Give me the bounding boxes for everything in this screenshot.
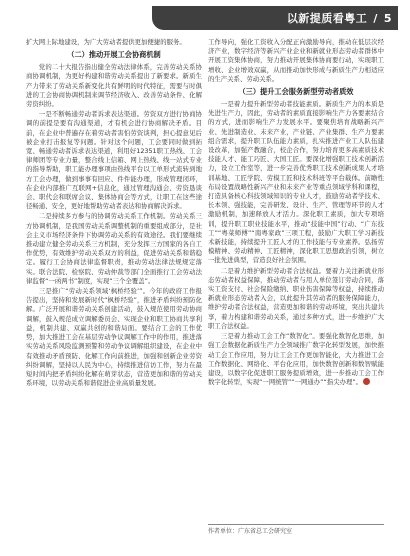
section-heading: （三）提升工会服务新型劳动者质效 [238,87,354,97]
paragraph [208,332,384,387]
paragraph-text: 三是着力推动工会工作“数智化”。要强化数智化思维，加强工会数据化新质生产力全领域推广数字化转型发展，加快推动工会工作应用，努力让工会工作更加智能化，大力推进工会工作数据化、网络化、平台化应用，加快数智创新和数智赋能建设，以数字化促进职工服务提质增效，进一步推动工会工作数字化转型，实现“一网统管”“一网通办”“指尖办理”。 [208,332,384,387]
end-mark-icon [363,378,370,385]
paragraph: 扩大网上际地建设，为广大劳动者提供更加便捷的服务。 [26,38,186,46]
right-column [208,38,384,388]
paragraph: 一是着力提升新型劳动者技能素质。新质生产力的本质是先进生产力，因此，劳动者的素质直接影响生产力各要素结合的方式，进而影响生产力发展水平。要聚焦培育战略新兴产业、先进制造业、未来产业，产业链、产业集群、生产力要素组合需求，提升职工队伍能力素质，扎实推进产业工人队伍建设改革，加强产教融合，校企合作，努力培育更多高素质技术技能人才、能工巧匠、大国工匠。要深化增强职工技术创新活力，设立工作室等，进一步完善优秀职工技术创新成果人才培训基地、工匠学院、劳模工匠和技术科班等平台载体。前瞻性布局设置战略性新兴产业和未来产业等重点领域学科和课程，打造具备核心科技领域知识的专业人才，鼓励劳动者学技术、长本领、强技能，完善研发、设计、生产、管理等环节的人才激励机制，加速释放人才活力。深化职工素质，加大专项培训，提升职工职业技能水平，推动“技能中国”行动、“广东技工”“粤菜师傅”“南粤家政”三项工程，鼓励广大职工学习新技术新技能，持续提升工匠人才的工作技能与专业素养。弘扬劳模精神、劳动精神、工匠精神，深化职工思想政治引领，树立一批先进典型，营造良好社会氛围。 [208,100,384,265]
paragraph: 三是推广“劳动关系领域‘枫桥经验’”。今年的政府工作报告提出，坚持和发展新时代“枫桥经验”，推进矛盾纠纷预防化解。广泛开展和谐劳动关系创建活动，鼓入规范使用劳动协商调解，鼓入规范成立调解委员会、实现企业和职工协商共享利益，机制共建、双赢共创的和谐局面。要结合工会的工作优势，加大推进工会在基层劳动争议调解工作中的作用，推进落实劳动关系风险监测预警和劳动争议调解组织建设，在企业中有效推动矛盾预防、化解工作向前推进，加强和创新企业劳资纠纷调解，坚持以人民为中心，持续推进信访工作，努力在最短时间内把矛盾纠纷化解在萌芽状态，营造更加和谐的劳动关系环境，以劳动关系和谐促进企业高质量发展。 [26,287,202,388]
footnote-divider [208,524,384,525]
author-affiliation: 作者单位：广东省总工会研究室 [208,528,293,535]
paragraph: 一是不断畅通劳动者诉求表达渠道。劳资双方进行协商协调的前提是要有沟通渠道，才有机会进行协商解决矛盾。目前，在企业中普遍存在着劳动者害怕劳资谈判，担心提意见后被企业打击报复等问题。针对这个问题，工会要同时做到拓宽、畅通劳动者诉求表达渠道，利用好12351职工热线、工会律师团等专业力量，整合线上信箱、网上热线、线一站式专业的指导帮助，职工能办理事项由热线平台以工单形式流转到地方工会办理，做到事事有回应、件件能办理，形成管理闭环，在企业内部推广互联网+信息化，通过管理沟通会、劳资恳谈会、职代会和联席会议、集体协商会等方式，让职工在这些途径畅通、安全，更好地帮助劳动者表达和协商解决诉求。 [26,110,202,211]
page-header [152,6,398,30]
section-title: 以新提质看粤工 [286,12,368,25]
left-column [26,38,202,389]
paragraph: 工作导向，强化工资收入分配正向激励导向，推动在低层次经济产业，数字经济等新兴产业企业和新就业形态劳动者群体中开展工资集体协商，努力推动开展集体协商要行动，实现职工增收、企业增效双赢，从而推动加快形成与新质生产力相适应的生产关系、劳动关系。 [208,38,384,83]
paragraph: 党的二十大报告指出健全劳动法律体系，完善劳动关系协商协调机制，为更好构建和谐劳动关系提出了新要求。新质生产力带来了劳动关系新变化共有鲜明的时代特征，需要与时俱进的工会协商协调机制来调节经济收入、改善劳动条件、化解劳资纠纷。 [26,63,202,109]
paragraph: 二是着力维护新型劳动者合法权益。要着力关注新就业形态劳动者权益保障，推动劳动者与用人单位签订劳动合同，落实工资支付、社会保险缴纳、职业伤害保障等权益，持续推动新就业形态劳动者入会，以此提升其劳动者的服务保障能力，维护劳动者合法权益，营造更加和谐的劳动环境，突出共建共享，着力构建和谐劳动关系，通过多种方式，进一步维护广大职工合法权益。 [208,266,384,330]
section-heading: （二）推动开展工会协商机制 [67,50,161,60]
header-separator: / [373,11,378,25]
page-number: 5 [383,11,392,25]
paragraph: 二是持续多方参与的协调劳动关系工作机制。劳动关系三方协调机制，是我国劳动关系调整机制的重要组成部分，是社会主义市场经济条件下协调劳动关系的有效途径。我们要继续推动建立健全劳动关系三方机制，充分发挥三方国家的各自工作优势，有效维护劳动关系双方的利益，促进劳动关系和谐稳定。履行工会协商法律监督职责，推动劳动法律法规规定落实。联合法院、检察院、劳动仲裁等部门全面推行工会劳动法律监督“一函两书”制度，实现“三个全覆盖”。 [26,212,202,285]
